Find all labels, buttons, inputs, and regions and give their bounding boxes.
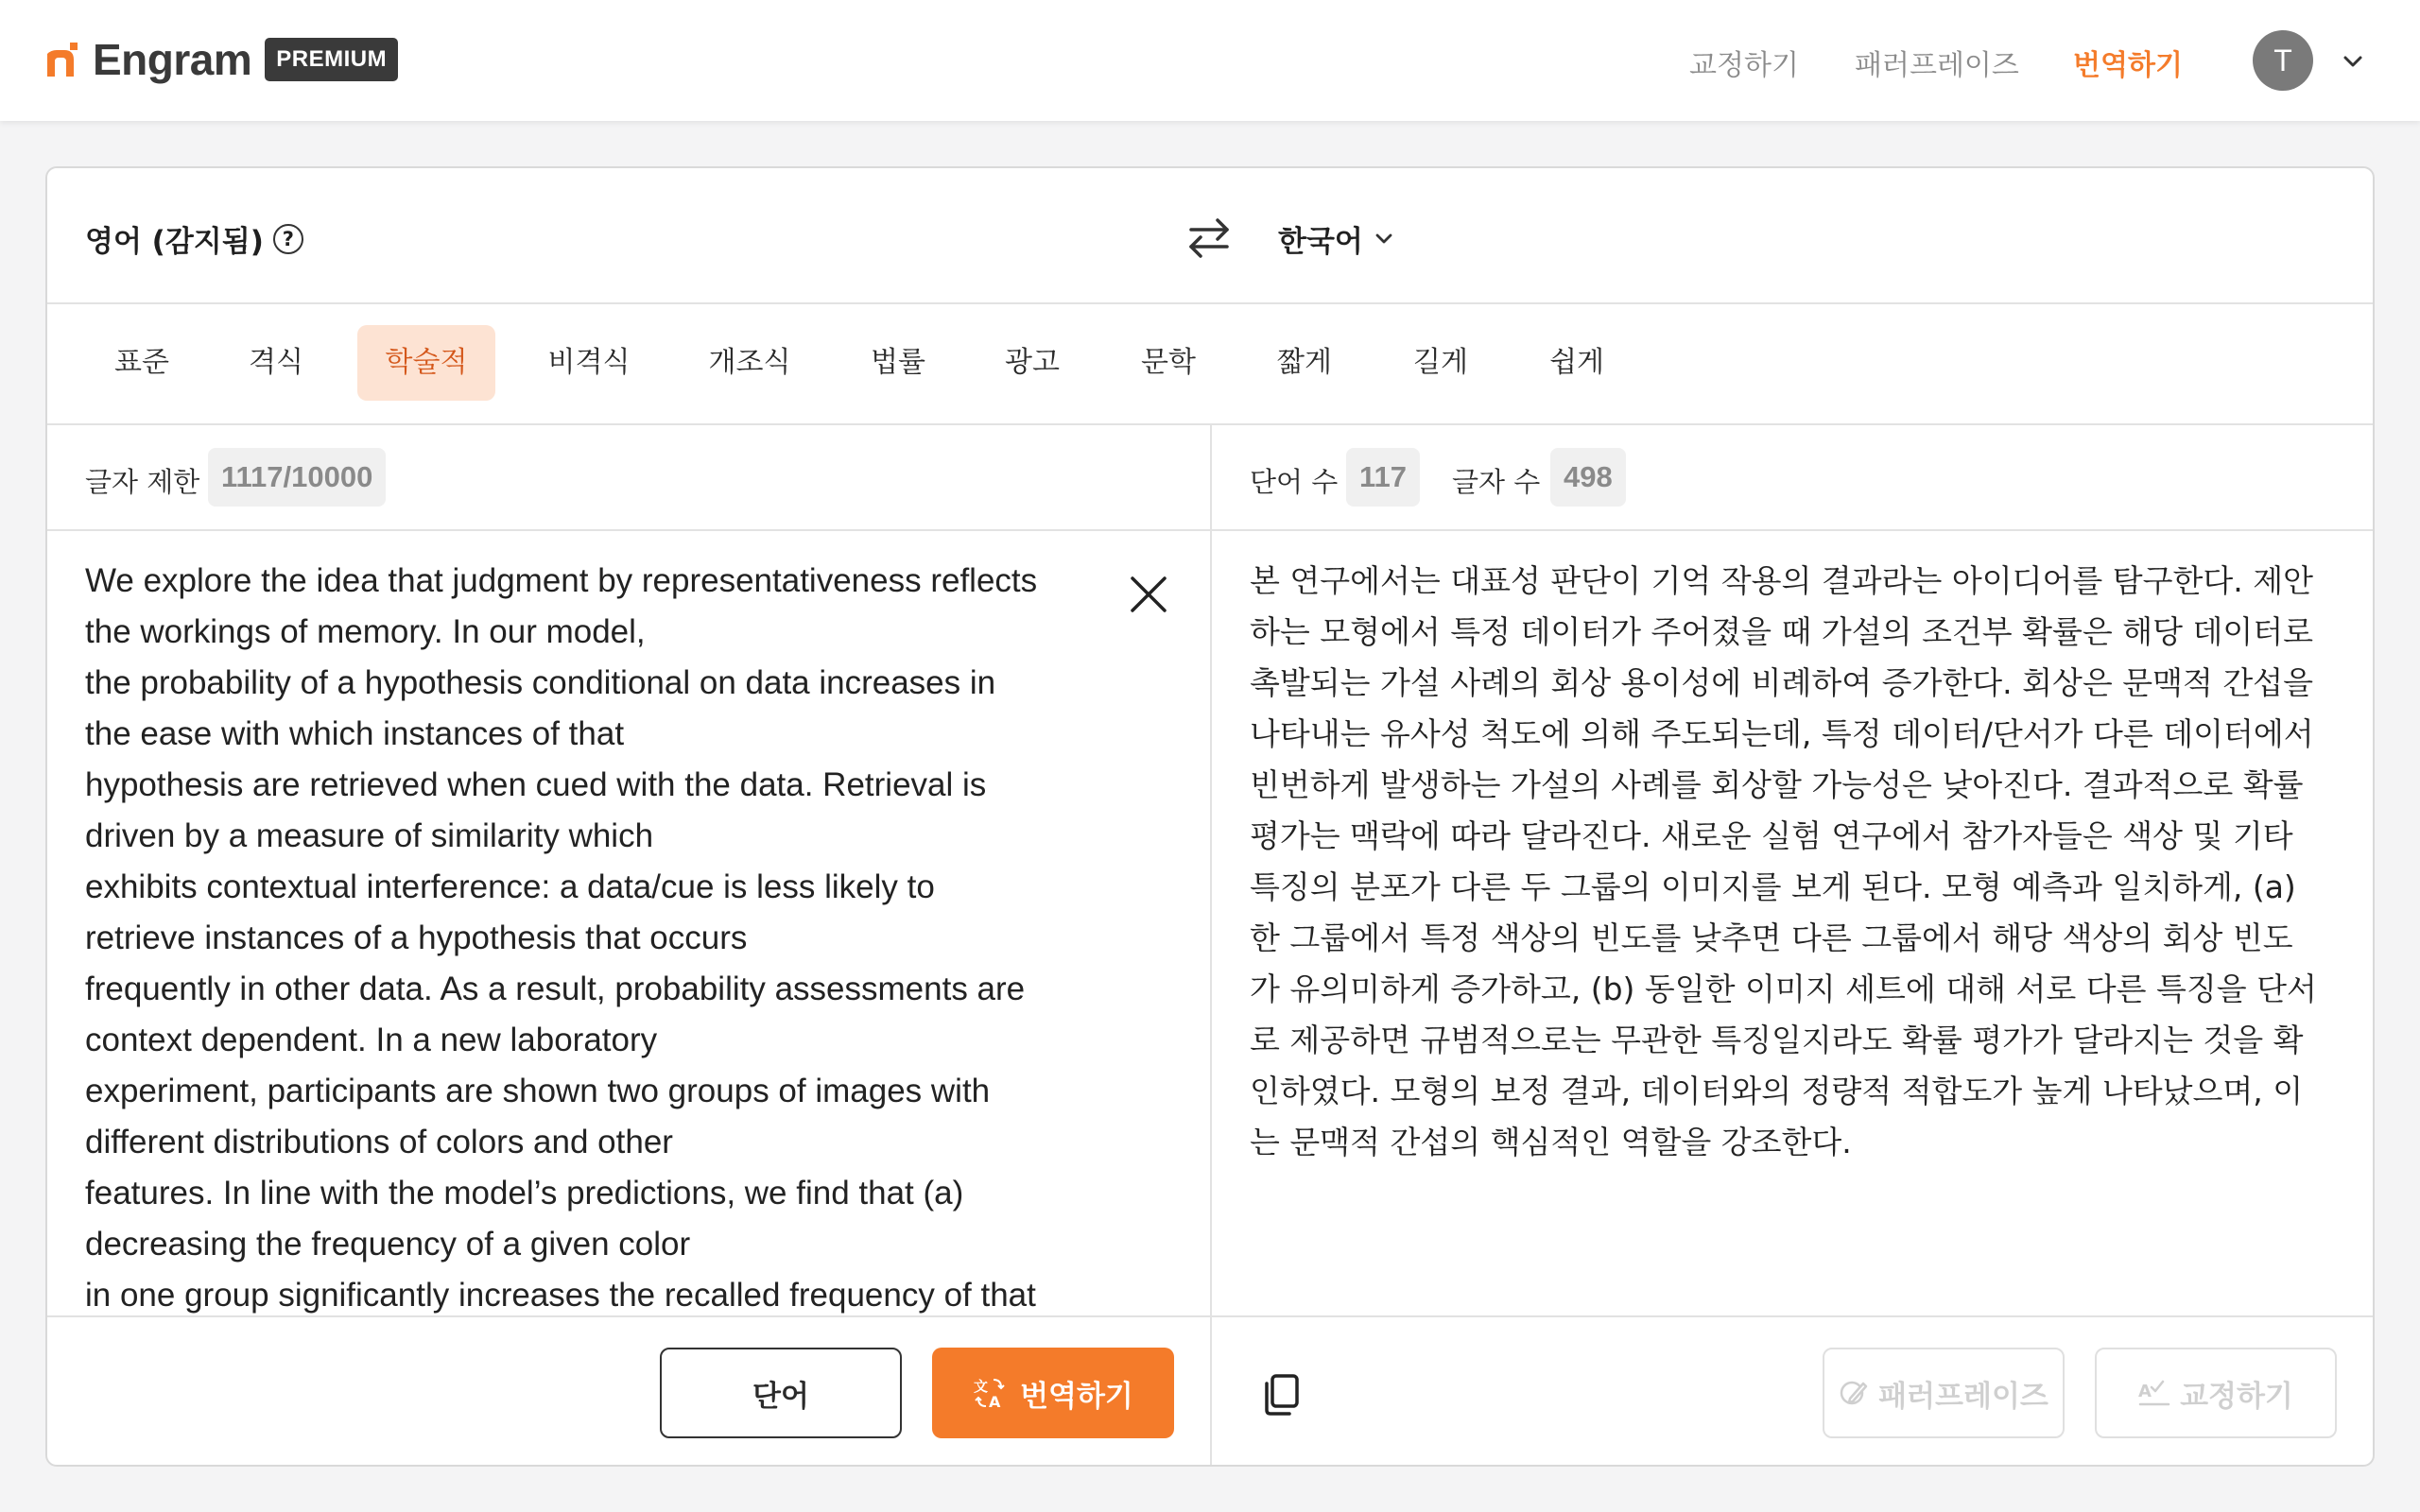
svg-text:A: A [989, 1393, 1001, 1410]
style-tab-long[interactable]: 길게 [1413, 346, 1468, 379]
style-tab-bullet[interactable]: 개조식 [708, 346, 791, 379]
translator-card [45, 166, 2375, 1467]
correct-button[interactable] [2095, 1348, 2337, 1438]
correct-button-label: 교정하기 [2180, 1379, 2293, 1414]
close-icon[interactable] [1125, 571, 1172, 618]
nav-paraphrase[interactable]: 패러프레이즈 [1855, 49, 2019, 82]
source-text-input[interactable] [47, 531, 1210, 1317]
source-text[interactable]: We explore the idea that judgment by representativeness reflects the workings of memory. In our model, the probability of a hypothesis conditional on data increases in the ease with which instances of that hypothesis are retrieved when cued with the data. Retrieval is driven by a measure of similarity which exhibits contextual interference: a data/cue is less likely to retrieve instances of a hypothesis that occurs frequently in other data. As a result, probability assessments are context dependent. In a new laboratory experiment, participants are shown two groups of images with different distributions of colors and other features. In line with the model’s predictions, we find that (a) decreasing the frequency of a given color in one group significantly increases the recalled frequency of that [85, 562, 1038, 1314]
paraphrase-icon [1839, 1378, 1869, 1408]
copy-icon[interactable] [1261, 1372, 1303, 1418]
top-header [0, 0, 2420, 121]
style-tab-short[interactable]: 짧게 [1277, 346, 1332, 379]
avatar[interactable]: T [2253, 30, 2313, 91]
chevron-down-icon[interactable] [2341, 49, 2365, 74]
translated-text: 본 연구에서는 대표성 판단이 기억 작용의 결과라는 아이디어를 탐구한다. 제안하는 모형에서 특정 데이터가 주어졌을 때 가설의 조건부 확률은 해당 데이터로 촉발되는 가설 사례의 회상 용이성에 비례하여 증가한다. 회상은 문맥적 간섭을 나타내는 유사성 척도에 의해 주도되는데, 특정 데이터/단서가 다른 데이터에서 빈번하게 발생하는 가설의 사례를 회상할 가능성은 낮아진다. 결과적으로 확률 평가는 맥락에 따라 달라진다. 새로운 실험 연구에서 참가자들은 색상 및 기타 특징의 분포가 다른 두 그룹의 이미지를 보게 된다. 모형 예측과 일치하게, (a) 한 그룹에서 특정 색상의 빈도를 낮추면 다른 그룹에서 해당 색상의 회상 빈도가 유의미하게 증가하고, (b) 동일한 이미지 세트에 대해 서로 다른 특징을 단서로 제공하면 규범적으로는 무관한 특징일지라도 확률 평가가 달라지는 것을 확인하였다. 모형의 보정 결과, 데이터와의 정량적 적합도가 높게 나타났으며, 이는 문맥적 간섭의 핵심적인 역할을 강조한다. [1250, 562, 2317, 1160]
nav-correct[interactable]: 교정하기 [1689, 49, 1799, 82]
word-button[interactable] [660, 1348, 902, 1438]
style-tab-formal[interactable]: 격식 [249, 346, 303, 379]
translate-button-label: 번역하기 [1020, 1379, 1133, 1414]
char-limit-value: 1117/10000 [208, 448, 386, 507]
language-bar [47, 168, 2373, 304]
nav-translate[interactable]: 번역하기 [2073, 49, 2183, 82]
style-tab-academic[interactable]: 학술적 [357, 325, 495, 401]
translate-button[interactable] [932, 1348, 1174, 1438]
svg-text:文: 文 [974, 1378, 989, 1395]
char-limit-label: 글자 제한 [85, 466, 200, 498]
target-language-label: 한국어 [1278, 225, 1363, 259]
style-tab-easy[interactable]: 쉽게 [1549, 346, 1604, 379]
paraphrase-button-label: 패러프레이즈 [1878, 1379, 2048, 1414]
chevron-down-icon [1373, 228, 1395, 250]
svg-text:A: A [2138, 1382, 2152, 1401]
word-count-value: 117 [1346, 448, 1420, 507]
char-count-label: 글자 수 [1452, 466, 1541, 498]
paraphrase-button[interactable] [1823, 1348, 2065, 1438]
style-tab-ad[interactable]: 광고 [1005, 346, 1060, 379]
style-tab-standard[interactable]: 표준 [114, 346, 169, 379]
action-bar [47, 1315, 2373, 1467]
target-language-select[interactable] [1278, 217, 1395, 260]
logo-text: Engram [93, 35, 252, 84]
word-button-label: 단어 [752, 1379, 809, 1414]
style-tab-literary[interactable]: 문학 [1141, 346, 1196, 379]
premium-badge: PREMIUM [265, 38, 398, 81]
source-language[interactable] [85, 217, 303, 260]
source-language-label: 영어 (감지됨) [85, 225, 264, 259]
word-count-label: 단어 수 [1250, 466, 1339, 498]
engram-logo-icon [43, 41, 79, 78]
translate-icon [973, 1376, 1007, 1410]
style-tab-informal[interactable]: 비격식 [547, 346, 631, 379]
style-tab-legal[interactable]: 법률 [871, 346, 925, 379]
style-tabs [47, 304, 2373, 425]
translation-output [1212, 531, 2375, 1317]
spell-check-icon [2138, 1378, 2170, 1408]
swap-languages-icon[interactable] [1185, 214, 1233, 261]
logo[interactable] [43, 34, 398, 85]
help-icon[interactable]: ? [273, 224, 303, 254]
char-count-value: 498 [1550, 448, 1626, 507]
